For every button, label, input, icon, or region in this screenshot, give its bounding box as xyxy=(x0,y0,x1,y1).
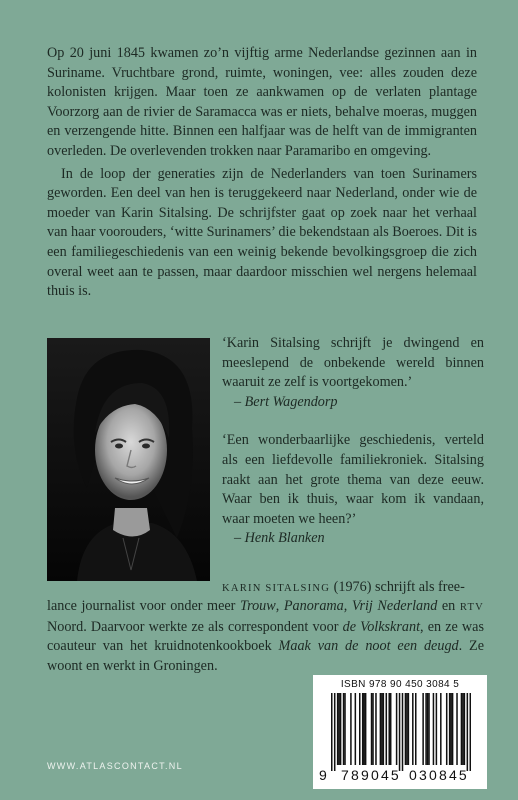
barcode-bar xyxy=(390,693,392,765)
barcode-bar xyxy=(396,693,398,765)
isbn-barcode xyxy=(313,675,487,789)
barcode-bar xyxy=(422,693,424,765)
quote-author: – Henk Blanken xyxy=(234,530,325,547)
blurb-paragraph-1: Op 20 juni 1845 kwamen zo’n vijftig arme Nederlandse gezinnen aan in Suriname. Vruchtbare grond, ruimte, woningen, vee: alles zouden deze kolonisten krijgen. Maar toen ze aankwamen op de verlaten plantage Voorzorg aan de rivier de Saramacca was er niets, behalve moeras, muggen en verzengende hitte. Binnen een halfjaar was de helft van de immigranten overleden. De overlevenden trokken naar Paramaribo en omgeving. xyxy=(47,45,477,159)
barcode-bar xyxy=(446,693,448,765)
barcode-bar xyxy=(406,693,408,765)
author-bio xyxy=(47,597,484,676)
barcode-bar xyxy=(415,693,417,765)
barcode-bar xyxy=(365,693,367,765)
barcode-bar xyxy=(331,693,333,771)
author-bio-first-line xyxy=(222,578,484,599)
barcode-bar xyxy=(470,693,471,771)
barcode-bar xyxy=(412,693,414,765)
barcode-bar xyxy=(402,693,404,771)
review-quote xyxy=(222,431,484,549)
barcode-bar xyxy=(450,693,452,765)
barcode-bar xyxy=(381,693,383,765)
barcode-bar xyxy=(464,693,466,765)
back-cover-blurb xyxy=(47,44,477,302)
ean-digits xyxy=(317,767,487,785)
bio-text: lance journalist voor onder meer xyxy=(47,598,240,614)
publication-vrij-nederland: Vrij Nederland xyxy=(351,598,438,614)
barcode-bar xyxy=(399,693,401,771)
author-photo xyxy=(47,338,210,581)
barcode-bar xyxy=(359,693,361,765)
barcode-bar xyxy=(428,693,430,765)
barcode-bar xyxy=(462,693,464,765)
bio-year: (1976) schrijft als free- xyxy=(330,579,465,595)
barcode-bar xyxy=(340,693,342,765)
bio-text: Noord. Daarvoor werkte ze als correspondent voor xyxy=(47,618,343,635)
barcode-bar xyxy=(334,693,336,771)
review-quotes xyxy=(222,334,484,549)
barcode-bar xyxy=(343,693,345,765)
blurb-paragraph-2: In de loop der generaties zijn de Nederlanders van toen Surinamers geworden. Een deel van hen is teruggekeerd naar Nederland, onder wie de moeder van Karin Sitalsing. De schrijfster gaat op zoek naar het verhaal van haar voorouders, ‘witte Surinamers’ die bekendstaan als Boeroes. Dit is een familiegeschiedenis van een weinig bekende bevolkingsgroep die zich overal weet aan te passen, maar daardoor misschien wel nergens helemaal thuis is. xyxy=(47,165,477,300)
barcode-bar xyxy=(452,693,454,765)
barcode-bar xyxy=(338,693,340,765)
barcode-bar xyxy=(386,693,388,765)
quote-text: ‘Een wonderbaarlijke geschiedenis, verteld als een liefdevolle familiekroniek. Sitalsing raakt aan het grote thema van deze eeuw. Waar ben ik thuis, waar kom ik vandaan, waar moeten we heen?’ xyxy=(222,432,484,527)
author-name: KARIN SITALSING xyxy=(222,583,331,594)
barcode-bar xyxy=(467,693,469,771)
barcode-bars xyxy=(331,693,471,771)
barcode-bar xyxy=(362,693,364,765)
barcode-bar xyxy=(371,693,373,765)
barcode-bar xyxy=(355,693,357,765)
barcode-bar xyxy=(344,693,346,765)
barcode-bar xyxy=(337,693,339,765)
barcode-bar xyxy=(436,693,438,765)
ean-left-group: 789045 xyxy=(341,767,401,783)
bio-text: , xyxy=(275,598,284,614)
publication-rtv: RTV xyxy=(459,602,484,613)
barcode-bar xyxy=(427,693,429,765)
author-portrait-image xyxy=(47,338,210,581)
review-quote xyxy=(222,334,484,412)
bio-text: , xyxy=(343,598,352,614)
bio-text: en xyxy=(437,598,460,614)
bio-text: , en ze was coauteur van het kruidnotenkookboek xyxy=(47,618,484,655)
barcode-bar xyxy=(380,693,382,765)
barcode-bar xyxy=(449,693,451,765)
bio-text: . Ze woont en werkt in Groningen. xyxy=(47,638,485,674)
ean-right-group: 030845 xyxy=(409,767,469,783)
publication-trouw: Trouw xyxy=(239,598,276,614)
barcode-bar xyxy=(425,693,427,765)
barcode-bar xyxy=(363,693,365,765)
barcode-bar xyxy=(461,693,463,765)
publisher-website: WWW.ATLASCONTACT.NL xyxy=(47,761,183,771)
publication-volkskrant: de Volkskrant xyxy=(342,618,421,635)
barcode-bar xyxy=(375,693,377,765)
barcode-bar xyxy=(440,693,442,765)
barcode-bar xyxy=(388,693,390,765)
quote-author: – Bert Wagendorp xyxy=(234,393,338,410)
barcode-bar xyxy=(456,693,458,765)
barcode-bar xyxy=(433,693,435,765)
publication-panorama: Panorama xyxy=(283,598,344,614)
book-title: Maak van de noot een deugd xyxy=(278,638,459,655)
barcode-bar xyxy=(350,693,352,765)
barcode-bar xyxy=(408,693,410,765)
barcode-bar xyxy=(372,693,374,765)
ean-first-digit: 9 xyxy=(319,767,327,783)
isbn-label: ISBN 978 90 450 3084 5 xyxy=(340,679,460,690)
barcode-bar xyxy=(383,693,385,765)
barcode-bar xyxy=(405,693,407,765)
quote-text: ‘Karin Sitalsing schrijft je dwingend en meeslepend de onbekende wereld binnen waaruit ze zelf is voortgekomen.’ xyxy=(222,335,484,391)
